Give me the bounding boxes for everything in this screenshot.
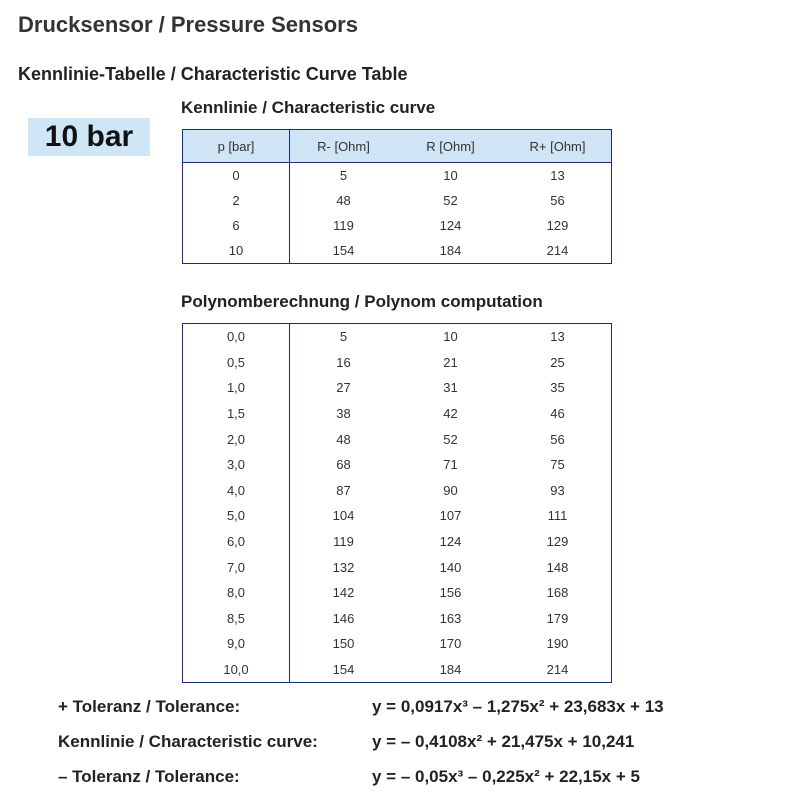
formula-label: – Toleranz / Tolerance: [58,767,240,786]
formula-label: Kennlinie / Characteristic curve: [58,732,318,751]
table-cell: 214 [546,662,569,678]
column-header: R- [Ohm] [290,130,398,163]
table-cell: 7,0 [183,554,290,580]
table-cell: 2,0 [183,426,290,452]
table-cell: 93 [550,482,565,498]
table-cell: 13 [550,168,565,183]
table-cell: 38 [336,406,351,422]
table-cell: 52 [443,193,458,208]
table-cell: 68 [336,457,351,473]
table-cell: 104 [332,508,355,524]
table-cell: 4,0 [183,478,290,504]
table-cell: 10 [443,168,458,183]
table-cell: 71 [443,457,458,473]
table-cell: 10,0 [183,657,290,683]
table-row [183,163,612,189]
table-cell: 9,0 [183,631,290,657]
table-cell: 52 [443,431,458,447]
table-row [183,529,612,555]
table-cell: 5 [339,329,348,345]
poly-table-caption: Polynomberechnung / Polynom computation [181,292,543,311]
table-cell: 150 [332,636,355,652]
table-row [183,606,612,632]
table-cell: 129 [546,218,569,233]
table-cell: 46 [550,406,565,422]
table-cell: 179 [546,610,569,626]
table-cell: 48 [336,193,351,208]
table-row [183,213,612,238]
table-header-row [183,130,612,163]
table-row [183,401,612,427]
characteristic-curve-table [182,129,612,264]
table-cell: 5 [339,168,348,183]
table-cell: 13 [550,329,565,345]
table-cell: 16 [336,354,351,370]
table-row [183,350,612,376]
table-cell: 75 [550,457,565,473]
table-cell: 190 [546,636,569,652]
table-row [183,478,612,504]
table-cell: 146 [332,610,355,626]
table-cell: 214 [546,243,569,258]
table-cell: 0,5 [183,350,290,376]
table-cell: 42 [443,406,458,422]
table-cell: 3,0 [183,452,290,478]
table-cell: 2 [183,188,290,213]
table-cell: 119 [333,534,354,550]
table-row [183,631,612,657]
table-cell: 129 [546,534,569,550]
formula-expression: y = 0,0917x³ – 1,275x² + 23,683x + 13 [372,697,664,716]
table-cell: 1,0 [183,375,290,401]
table-row [183,238,612,264]
table-cell: 6 [183,213,290,238]
table-cell: 168 [546,585,569,601]
table-cell: 21 [443,354,458,370]
table-cell: 156 [439,585,462,601]
table-cell: 111 [547,508,568,524]
table-cell: 148 [546,559,569,575]
table-cell: 0 [183,163,290,189]
table-row [183,554,612,580]
table-cell: 31 [443,380,458,396]
table-row [183,324,612,350]
formula-expression: y = – 0,4108x² + 21,475x + 10,241 [372,732,635,751]
table-cell: 154 [332,662,355,678]
table-cell: 5,0 [183,503,290,529]
table-cell: 10 [183,238,290,264]
table-cell: 35 [550,380,565,396]
table-row [183,375,612,401]
table-cell: 119 [333,218,354,233]
formula-expression: y = – 0,05x³ – 0,225x² + 22,15x + 5 [372,767,640,786]
curve-table-caption: Kennlinie / Characteristic curve [181,98,436,117]
table-cell: 154 [332,243,355,258]
table-cell: 56 [550,193,565,208]
table-row [183,580,612,606]
table-row [183,657,612,683]
page-title: Drucksensor / Pressure Sensors [18,12,358,37]
table-cell: 124 [439,534,462,550]
page-subtitle: Kennlinie-Tabelle / Characteristic Curve Table [18,64,408,84]
table-cell: 124 [439,218,462,233]
table-cell: 163 [439,610,462,626]
table-cell: 90 [443,482,458,498]
table-row [183,452,612,478]
formula-label: + Toleranz / Tolerance: [58,697,241,716]
table-cell: 8,5 [183,606,290,632]
polynom-computation-table [182,323,612,683]
table-cell: 132 [332,559,355,575]
table-cell: 87 [336,482,351,498]
table-cell: 142 [332,585,355,601]
table-cell: 1,5 [183,401,290,427]
table-cell: 184 [439,662,462,678]
table-cell: 25 [550,354,565,370]
table-cell: 170 [439,636,462,652]
table-cell: 6,0 [183,529,290,555]
table-cell: 0,0 [183,324,290,350]
table-cell: 48 [336,431,351,447]
pressure-range-badge: 10 bar [28,118,150,156]
table-cell: 140 [439,559,462,575]
table-row [183,188,612,213]
table-cell: 56 [550,431,565,447]
table-cell: 10 [443,329,458,345]
table-cell: 184 [439,243,462,258]
table-cell: 107 [439,508,462,524]
table-cell: 27 [336,380,351,396]
column-header: R [Ohm] [397,130,504,163]
column-header: p [bar] [183,130,290,163]
table-row [183,503,612,529]
table-cell: 8,0 [183,580,290,606]
table-row [183,426,612,452]
column-header: R+ [Ohm] [504,130,612,163]
